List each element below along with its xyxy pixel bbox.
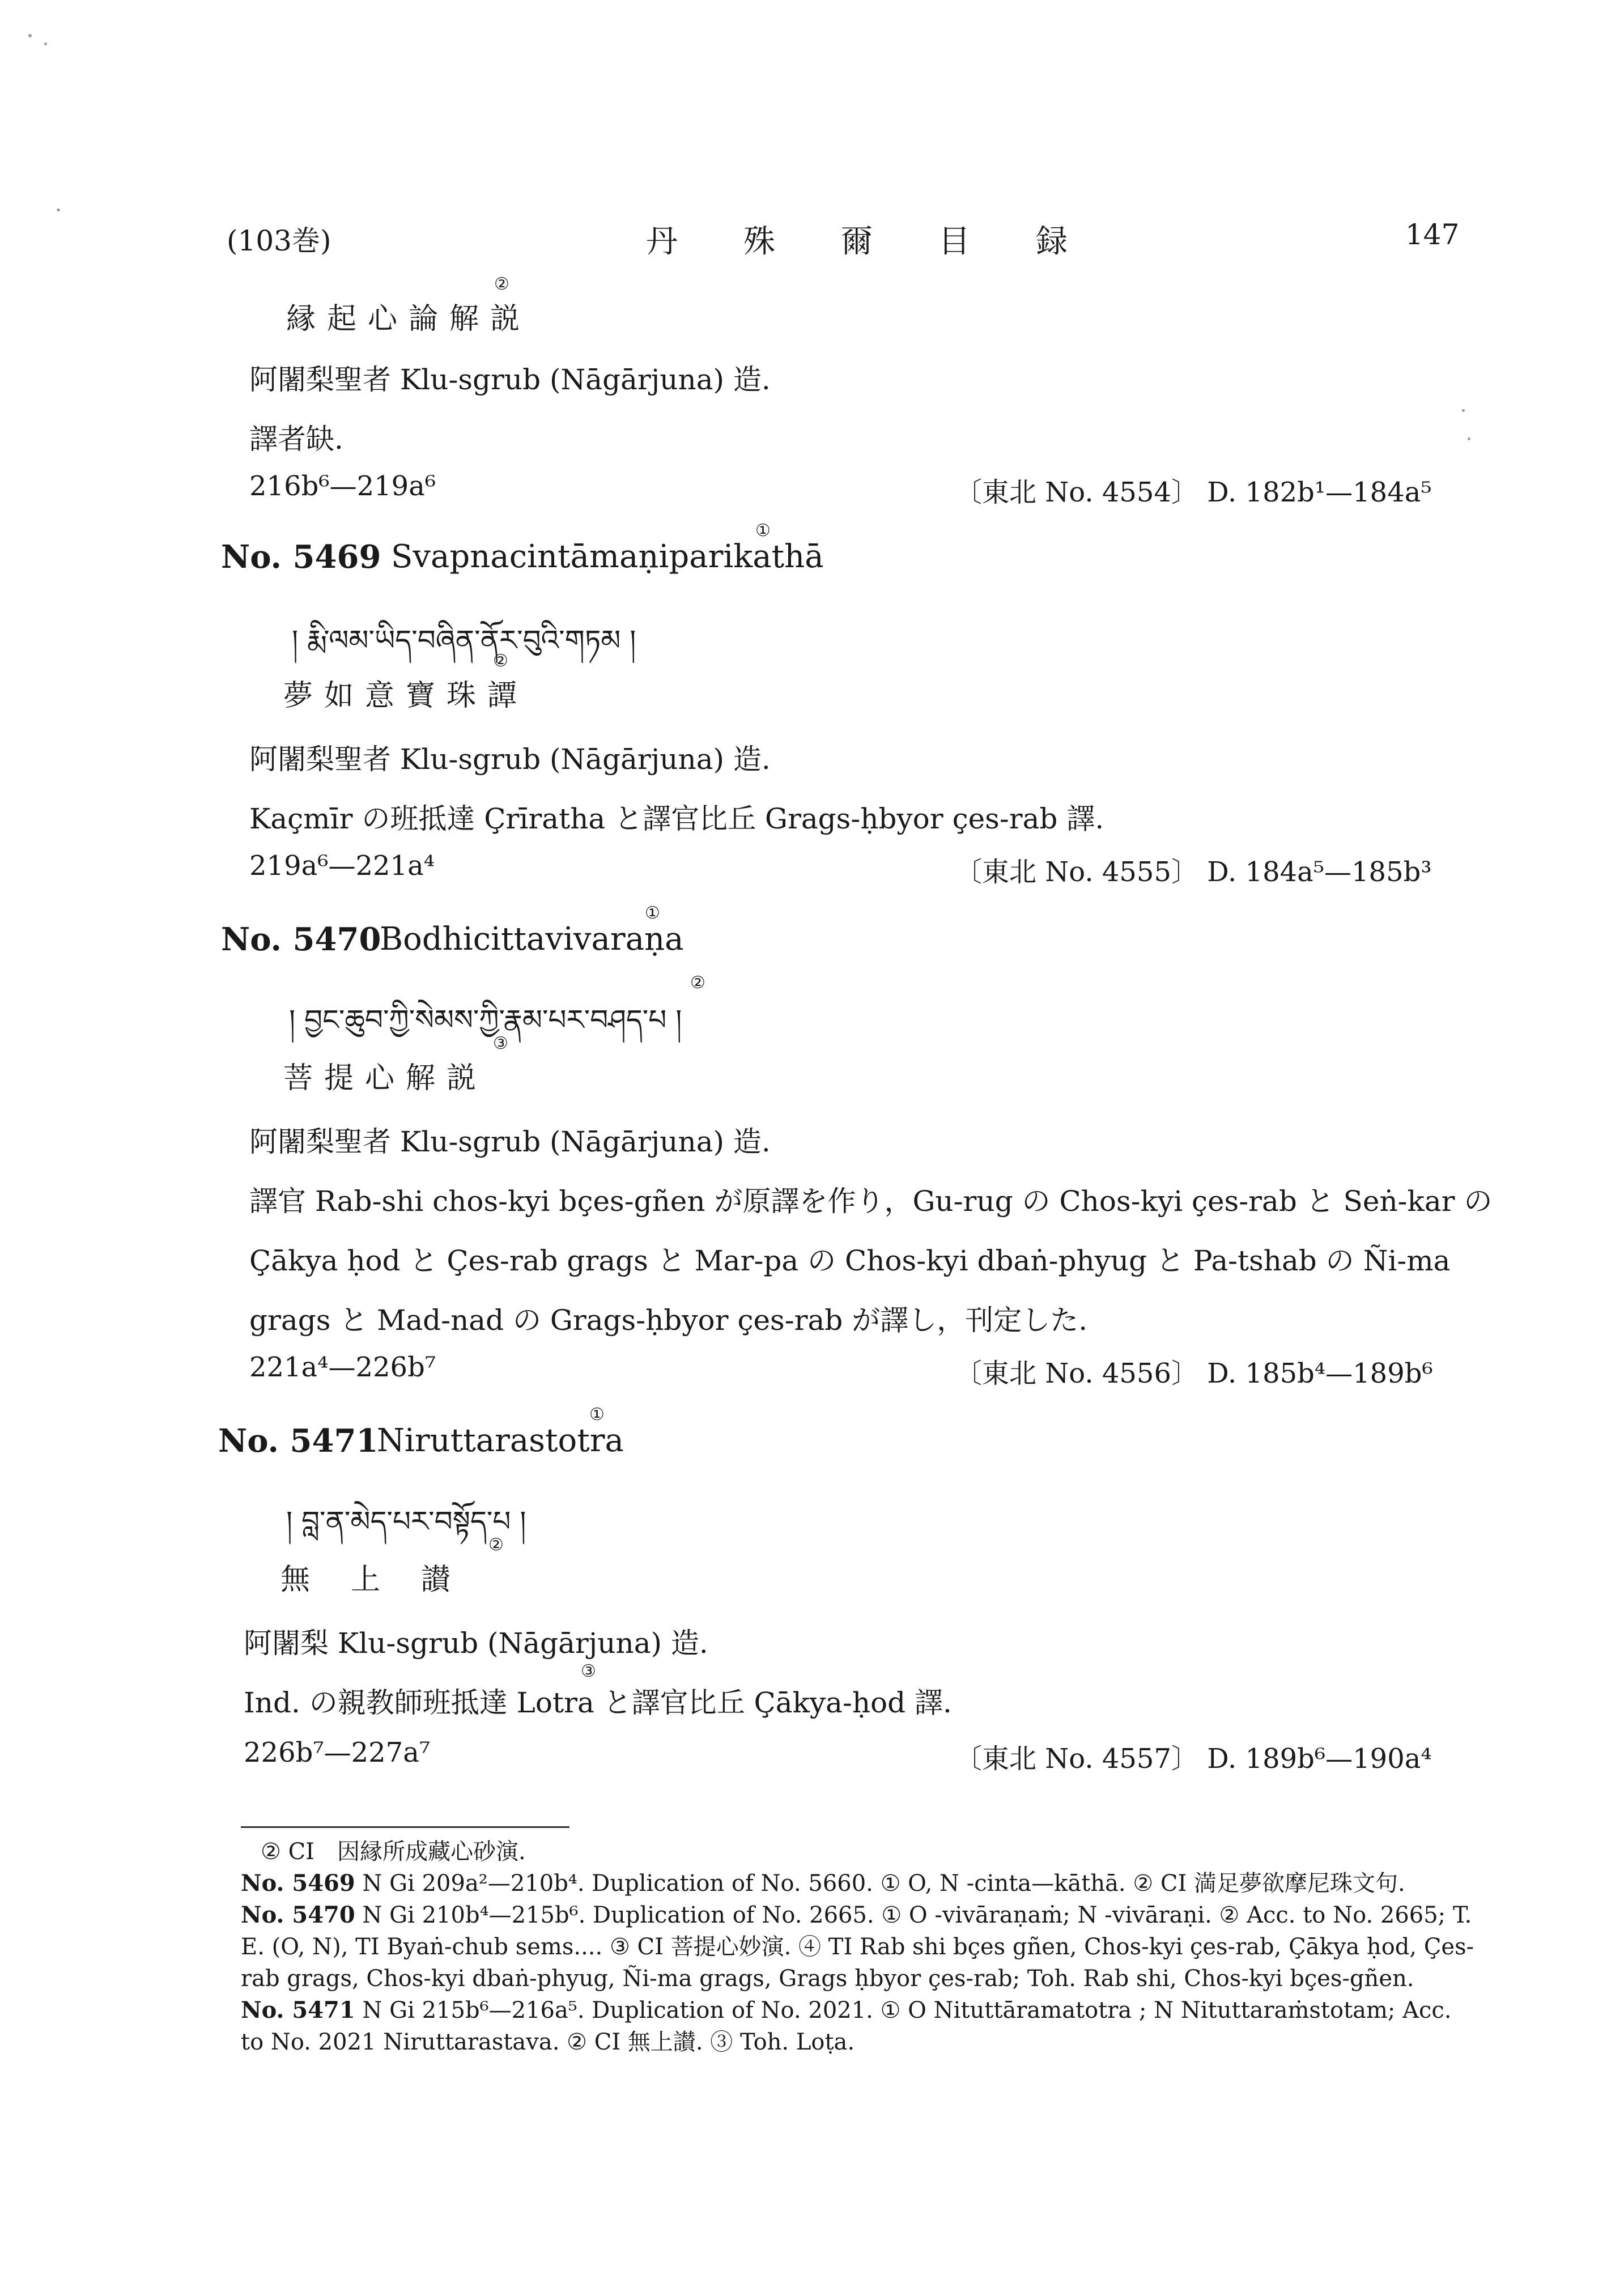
tibetan-title: ། རྨི་ལམ་ཡིད་བཞིན་ནོར་བུའི་གཏམ ། xyxy=(292,624,636,657)
entry-title: Svapnacintāmaṇiparikathā xyxy=(391,538,824,575)
page-number: 147 xyxy=(1405,218,1460,251)
prev-folio-ref: 216b⁶—219a⁶ xyxy=(249,470,436,502)
entry-folio-ref: 221a⁴—226b⁷ xyxy=(249,1351,436,1383)
entry-title: Niruttarastotra xyxy=(377,1422,624,1459)
entry-author: 阿闍梨聖者 Klu-sgrub (Nāgārjuna) 造. xyxy=(249,743,771,776)
footnote-5470 xyxy=(241,1899,1476,1995)
entry-title-cjk: 菩提心解説 xyxy=(283,1061,488,1095)
note-mark: ① xyxy=(755,521,771,541)
scan-speck xyxy=(1462,409,1465,412)
entry-catalog-ref: 〔東北 No. 4556〕 D. 185b⁴—189b⁶ xyxy=(955,1358,1433,1389)
prev-title-cjk: 縁起心論解説 xyxy=(286,302,532,336)
prev-translator: 譯者缺. xyxy=(249,423,343,456)
entry-translator-line: grags と Mad-nad の Grags-ḥbyor çes-rab が譯し，刊定した. xyxy=(249,1304,1088,1337)
entry-number: No. 5470 xyxy=(221,921,381,958)
volume-label: (103巻) xyxy=(227,224,331,257)
scan-speck xyxy=(28,34,32,37)
entry-translator-line: 譯官 Rab-shi chos-kyi bçes-gñen が原譯を作り，Gu-rug の Chos-kyi çes-rab と Seṅ-kar の xyxy=(249,1185,1493,1218)
note-mark: ① xyxy=(589,1405,605,1425)
entry-folio-ref: 219a⁶—221a⁴ xyxy=(249,850,435,882)
footnote-text: N Gi 215b⁶—216a⁵. Duplication of No. 2021. ① O Nituttāramatotra ; N Nituttaraṁstotam; Acc. to No. 2021 Niruttarastava. ② CI 無上讃. ③ Toh. Loṭa. xyxy=(241,1997,1452,2055)
entry-title-cjk: 無 上 讃 xyxy=(280,1563,457,1597)
footnote-text: ② CI 因縁所成藏心砂演. xyxy=(261,1839,526,1865)
entry-folio-ref: 226b⁷—227a⁷ xyxy=(244,1737,431,1768)
footnote-5469 xyxy=(241,1868,1476,1899)
note-mark: ③ xyxy=(581,1661,596,1681)
footnote-5471 xyxy=(241,1995,1476,2058)
note-mark: ② xyxy=(488,1535,504,1555)
entry-translator-line: Çākya ḥod と Çes-rab grags と Mar-pa の Chos-kyi dbaṅ-phyug と Pa-tshab の Ñi-ma xyxy=(249,1244,1451,1277)
scan-speck xyxy=(1468,437,1470,440)
note-mark: ② xyxy=(494,274,509,294)
tibetan-title: ། བླ་ན་མེད་པར་བསྟོད་པ ། xyxy=(286,1505,526,1538)
note-mark: ③ xyxy=(493,1034,508,1053)
scan-speck xyxy=(57,209,60,211)
footnote-prev xyxy=(241,1836,1476,1868)
entry-number: No. 5469 xyxy=(221,538,381,576)
note-mark: ① xyxy=(645,903,660,923)
scan-speck xyxy=(44,42,47,45)
footnote-number: No. 5469 xyxy=(241,1870,355,1897)
entry-translator: Kaçmīr の班抵達 Çrīratha と譯官比丘 Grags-ḥbyor çes-rab 譯. xyxy=(249,802,1104,835)
footnote-text: N Gi 209a²—210b⁴. Duplication of No. 5660. ① O, N -cinta—kāthā. ② CI 満足夢欲摩尼珠文句. xyxy=(355,1870,1405,1897)
prev-catalog-ref: 〔東北 No. 4554〕 D. 182b¹—184a⁵ xyxy=(955,477,1432,508)
entry-title: Bodhicittavivaraṇa xyxy=(380,921,684,958)
footnote-divider xyxy=(241,1826,569,1828)
prev-author: 阿闍梨聖者 Klu-sgrub (Nāgārjuna) 造. xyxy=(249,363,771,396)
entry-number: No. 5471 xyxy=(218,1422,379,1460)
entry-catalog-ref: 〔東北 No. 4557〕 D. 189b⁶—190a⁴ xyxy=(955,1743,1432,1775)
footnote-number: No. 5471 xyxy=(241,1997,355,2023)
entry-translator: Ind. の親教師班抵達 Lotra と譯官比丘 Çākya-ḥod 譯. xyxy=(244,1686,952,1719)
footnotes xyxy=(241,1836,1476,2058)
page-title: 丹 殊 爾 目 録 xyxy=(646,223,1085,260)
entry-author: 阿闍梨 Klu-sgrub (Nāgārjuna) 造. xyxy=(244,1627,708,1660)
entry-title-cjk: 夢如意寶珠譚 xyxy=(283,679,529,713)
footnote-number: No. 5470 xyxy=(241,1902,355,1928)
footnote-text: N Gi 210b⁴—215b⁶. Duplication of No. 2665. ① O -vivāraṇaṁ; N -vivāraṇi. ② Acc. to No. 2665; T. E. (O, N), TI Byaṅ-chub sems.... ③ CI 菩提心妙演. ④ TI Rab shi bçes gñen, Chos-kyi çes-rab, Çākya ḥod, Çes-rab grags, Chos-kyi dbaṅ-phyug, Ñi-ma grags, Grags ḥbyor çes-rab; Toh. Rab shi, Chos-kyi bçes-gñen. xyxy=(241,1902,1474,1992)
note-mark: ② xyxy=(690,973,705,993)
entry-catalog-ref: 〔東北 No. 4555〕 D. 184a⁵—185b³ xyxy=(955,856,1432,888)
note-mark: ② xyxy=(493,651,508,671)
entry-author: 阿闍梨聖者 Klu-sgrub (Nāgārjuna) 造. xyxy=(249,1125,771,1158)
tibetan-title: ། བྱང་ཆུབ་ཀྱི་སེམས་ཀྱི་རྣམ་པར་བཤད་པ ། xyxy=(289,1004,682,1036)
